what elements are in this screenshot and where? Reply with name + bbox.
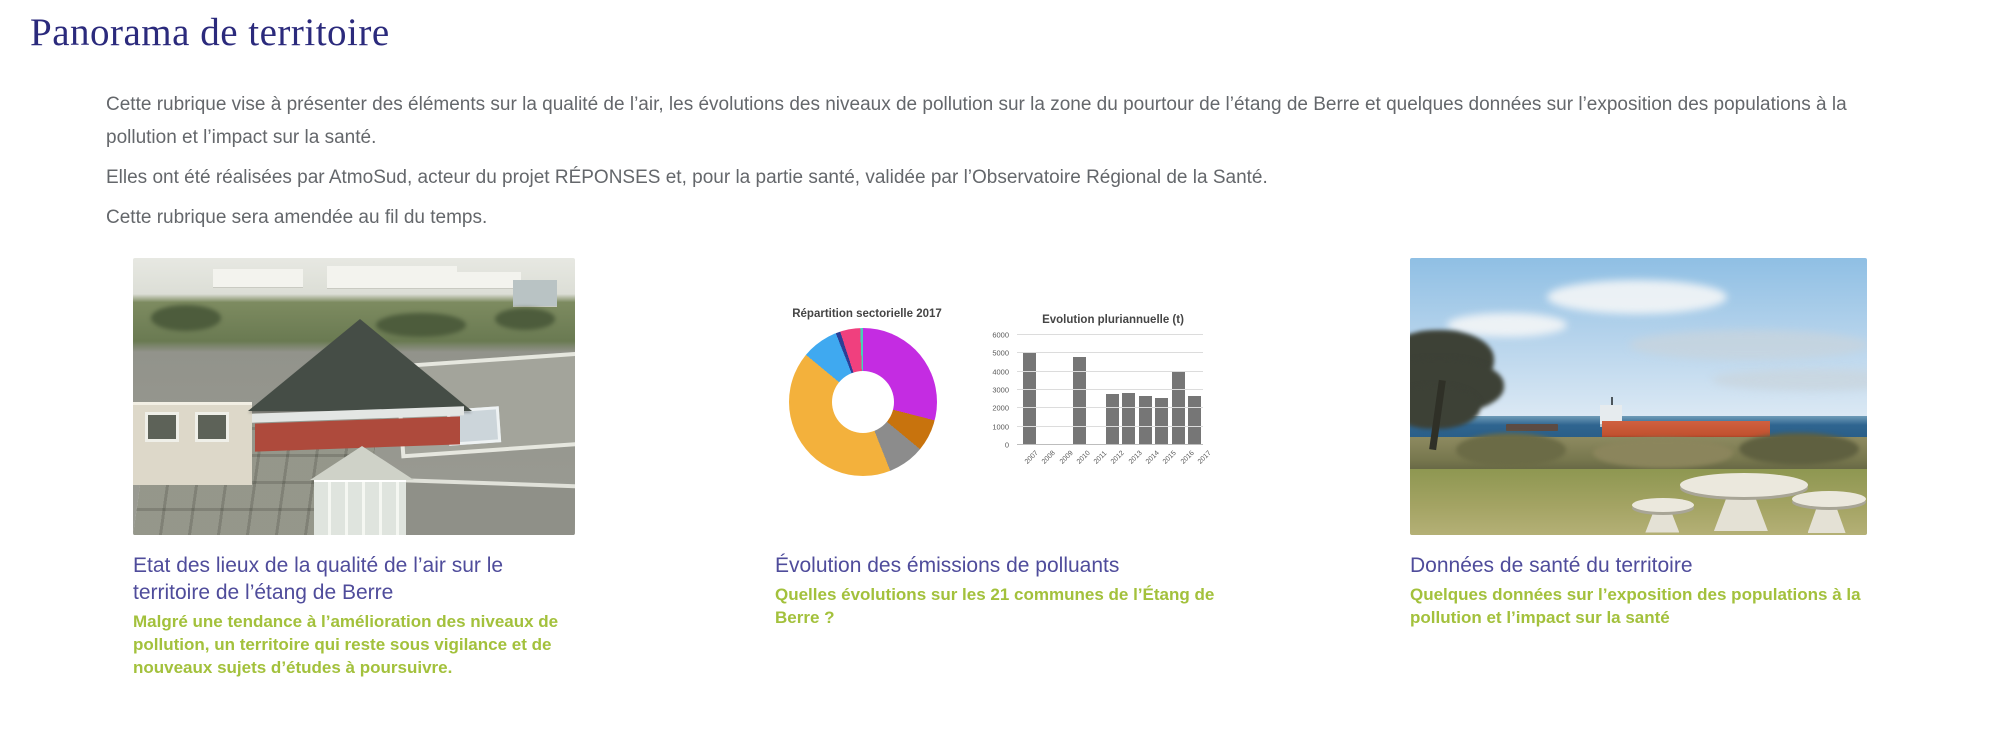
y-axis-tick-label: 0 [1004,440,1009,450]
donut-chart-title: Répartition sectorielle 2017 [792,308,942,320]
x-axis-tick-label: 2013 [1127,449,1144,466]
x-axis-tick-label: 2012 [1110,449,1127,466]
y-axis-tick-label: 5000 [992,348,1009,358]
bar-2007 [1023,352,1036,446]
city-building-shape [451,272,521,288]
window-shape [145,412,179,442]
x-axis-tick-label: 2009 [1058,449,1075,466]
gridline [1017,389,1203,390]
card-subtitle-health: Quelques données sur l’exposition des populations à la pollution et l’impact sur la santé [1410,585,1861,627]
y-axis-tick-label: 6000 [992,330,1009,340]
gridline [1017,352,1203,353]
stool-top-shape [1632,498,1694,512]
y-axis-tick-label: 3000 [992,385,1009,395]
card-subtitle-air-quality: Malgré une tendance à l’amélioration des niveaux de pollution, un territoire qui reste sous vigilance et de nouveaux sujets d’études à poursuivre. [133,612,559,677]
bush-shape [1456,433,1566,467]
city-building-shape [327,266,457,288]
gridline [1017,371,1203,372]
stool-top-shape [1792,491,1866,507]
donut-chart [789,328,937,476]
tree-shape [495,308,555,330]
intro-paragraph-1: Cette rubrique vise à présenter des éléments sur la qualité de l’air, les évolutions des niveaux de pollution sur la zone du pourtour de l’étang de Berre et quelques données sur l’exposition des populations à la pollution et l’impact sur la santé. [106,94,1847,148]
x-axis-tick-label: 2017 [1196,449,1213,466]
bar-chart-title: Evolution pluriannuelle (t) [1042,314,1184,326]
bar-2013 [1122,393,1135,445]
card-link-emissions[interactable]: Évolution des émissions de polluants [775,554,1120,577]
x-axis-tick-label: 2016 [1179,449,1196,466]
bar-plot [1017,335,1203,445]
conservatory-roof-shape [310,446,414,480]
y-axis-tick-label: 1000 [992,422,1009,432]
y-axis-tick-label: 2000 [992,403,1009,413]
card-link-health[interactable]: Données de santé du territoire [1410,554,1693,577]
gridline [1017,426,1203,427]
card-health[interactable] [1410,258,1867,629]
x-axis-tick-label: 2015 [1162,449,1179,466]
gridline [1017,334,1203,335]
gridline [1017,407,1203,408]
card-emissions[interactable] [775,258,1217,629]
cloud-shape [1712,369,1867,391]
card-image-coastal-tanker[interactable] [1410,258,1867,535]
intro-text [106,88,1906,241]
bar-2017 [1188,396,1201,445]
card-image-emissions-charts[interactable] [775,258,1217,535]
card-subtitle-emissions: Quelles évolutions sur les 21 communes de l’Étang de Berre ? [775,585,1215,627]
tree-shape [151,305,221,331]
x-axis-tick-label: 2011 [1093,450,1109,466]
intro-paragraph-3: Cette rubrique sera amendée au fil du temps. [106,207,488,228]
card-link-air-quality[interactable]: Etat des lieux de la qualité de l’air sur le territoire de l’étang de Berre [133,554,504,604]
table-top-shape [1680,473,1808,497]
bar-2014 [1139,396,1152,446]
window-shape [195,412,229,442]
intro-paragraph-2: Elles ont été réalisées par AtmoSud, acteur du projet RÉPONSES et, pour la partie santé, validée par l’Observatoire Régional de la Santé. [106,167,1268,188]
cloud-shape [1629,330,1867,360]
x-axis-tick-label: 2014 [1144,449,1161,466]
conservatory-shape [314,480,406,535]
page-title: Panorama de territoire [30,11,390,54]
bar-chart-y-axis [981,330,1013,450]
y-axis-tick-label: 4000 [992,367,1009,377]
city-building-shape [513,280,557,306]
cloud-shape [1547,280,1727,314]
bush-shape [1593,438,1733,468]
bush-shape [1739,433,1859,465]
bar-2012 [1106,394,1119,445]
card-air-quality[interactable] [133,258,575,679]
city-building-shape [213,269,303,287]
distant-ship-shape [1506,424,1558,431]
pyramid-roof-shape [248,319,472,411]
building-wing-shape [133,402,252,485]
x-axis-tick-label: 2010 [1075,449,1092,466]
card-image-air-quality[interactable] [133,258,575,535]
cards-row [0,258,2000,698]
x-axis-tick-label: 2008 [1041,449,1058,466]
bar-2015 [1155,398,1168,445]
bar-chart-x-axis [1023,448,1213,466]
x-axis-tick-label: 2007 [1023,449,1040,466]
gridline [1017,444,1203,445]
